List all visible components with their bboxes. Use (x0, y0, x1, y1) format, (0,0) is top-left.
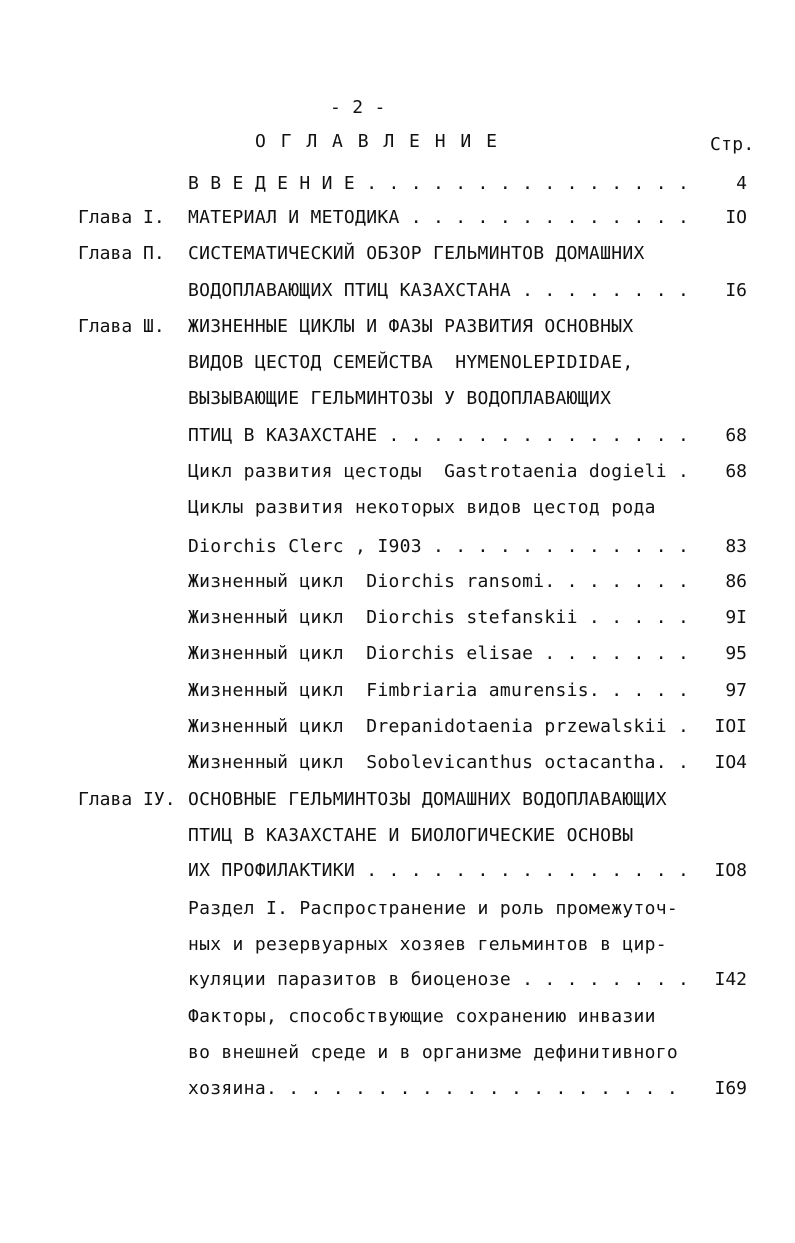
toc-entry-text: ЖИЗНЕННЫЕ ЦИКЛЫ И ФАЗЫ РАЗВИТИЯ ОСНОВНЫХ (188, 316, 634, 337)
toc-entry-text: Раздел I. Распространение и роль промежуточ- (188, 898, 679, 919)
toc-entry-page: 83 (725, 536, 747, 557)
toc-entry-text: Жизненный цикл Fimbriaria amurensis. . . . . (188, 680, 690, 701)
toc-entry-text: ВОДОПЛАВАЮЩИХ ПТИЦ КАЗАХСТАНА . . . . . . . . (188, 280, 690, 301)
toc-entry-text: во внешней среде и в организме дефинитивного (188, 1042, 679, 1063)
toc-entry-page: 95 (725, 643, 747, 664)
toc-entry-page: IO4 (714, 752, 747, 773)
toc-entry-page: I69 (714, 1078, 747, 1099)
toc-entry-text: ВИДОВ ЦЕСТОД СЕМЕЙСТВА HYMENOLEPIDIDAE, (188, 352, 634, 373)
toc-entry-text: Циклы развития некоторых видов цестод рода (188, 497, 656, 518)
toc-entry-page: 9I (725, 607, 747, 628)
toc-entry-text: куляции паразитов в биоценозе . . . . . . . . (188, 969, 690, 990)
toc-entry-page: 68 (725, 461, 747, 482)
toc-entry-text: ИХ ПРОФИЛАКТИКИ . . . . . . . . . . . . . . . (188, 860, 690, 881)
chapter-label: Глава П. (78, 243, 165, 264)
page-column-label: Стр. (710, 134, 755, 155)
toc-entry-page: 68 (725, 425, 747, 446)
toc-entry-page: IOI (714, 716, 747, 737)
toc-entry-text: ОСНОВНЫЕ ГЕЛЬМИНТОЗЫ ДОМАШНИХ ВОДОПЛАВАЮЩИХ (188, 789, 667, 810)
toc-entry-text: ВЫЗЫВАЮЩИЕ ГЕЛЬМИНТОЗЫ У ВОДОПЛАВАЮЩИХ (188, 388, 612, 409)
toc-entry-text: Факторы, способствующие сохранению инвазии (188, 1006, 656, 1027)
chapter-label: Глава Ш. (78, 316, 165, 337)
toc-entry-text: хозяина. . . . . . . . . . . . . . . . . . . (188, 1078, 679, 1099)
toc-entry-text: Жизненный цикл Diorchis ransomi. . . . . . . (188, 571, 690, 592)
toc-entry-text: Diorchis Clerc , I903 . . . . . . . . . . . . (188, 536, 690, 557)
toc-entry-page: I42 (714, 969, 747, 990)
toc-entry-text: В В Е Д Е Н И Е . . . . . . . . . . . . . . . (188, 173, 690, 194)
toc-entry-page: I6 (725, 280, 747, 301)
toc-entry-text: ПТИЦ В КАЗАХСТАНЕ . . . . . . . . . . . . . . (188, 425, 690, 446)
toc-entry-text: Жизненный цикл Diorchis stefanskii . . . . . (188, 607, 690, 628)
toc-entry-text: ных и резервуарных хозяев гельминтов в цир- (188, 934, 667, 955)
page-number: - 2 - (330, 97, 386, 118)
toc-entry-page: IO (725, 207, 747, 228)
toc-entry-page: 4 (736, 173, 747, 194)
toc-entry-text: МАТЕРИАЛ И МЕТОДИКА . . . . . . . . . . . . . (188, 207, 690, 228)
toc-entry-text: СИСТЕМАТИЧЕСКИЙ ОБЗОР ГЕЛЬМИНТОВ ДОМАШНИХ (188, 243, 645, 264)
chapter-label: Глава I. (78, 207, 165, 228)
toc-entry-text: Жизненный цикл Drepanidotaenia przewalskii . (188, 716, 690, 737)
chapter-label: Глава IУ. (78, 789, 176, 810)
toc-entry-text: ПТИЦ В КАЗАХСТАНЕ И БИОЛОГИЧЕСКИЕ ОСНОВЫ (188, 825, 634, 846)
toc-title: О Г Л А В Л Е Н И Е (255, 131, 499, 152)
toc-entry-text: Жизненный цикл Diorchis elisae . . . . . . . (188, 643, 690, 664)
toc-entry-page: 97 (725, 680, 747, 701)
toc-entry-page: IO8 (714, 860, 747, 881)
toc-entry-text: Цикл развития цестоды Gastrotaenia dogieli . (188, 461, 690, 482)
toc-entry-text: Жизненный цикл Sobolevicanthus octacantha. . (188, 752, 690, 773)
toc-entry-page: 86 (725, 571, 747, 592)
